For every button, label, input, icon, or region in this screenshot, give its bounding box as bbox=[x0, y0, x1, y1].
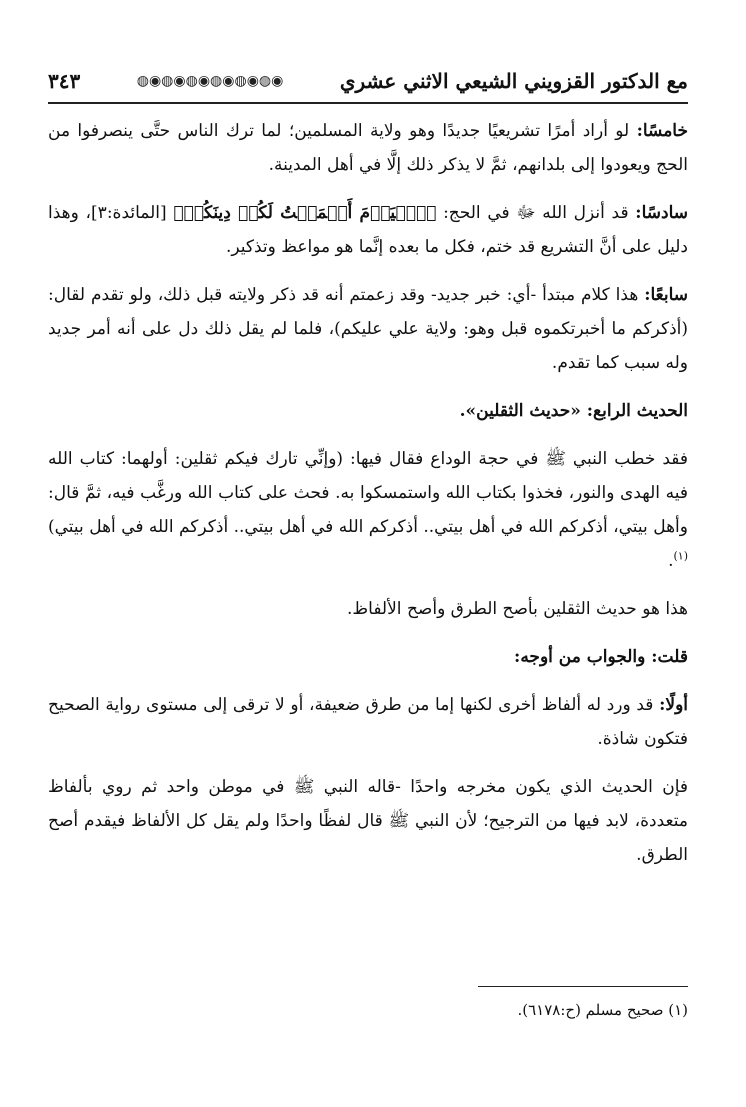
paragraph-seventh bbox=[48, 278, 688, 380]
point-label: سادسًا: bbox=[635, 203, 688, 223]
page-body bbox=[48, 114, 688, 886]
paragraph-text: هذا كلام مبتدأ -أي: خبر جديد- وقد زعمتم أنه قد ذكر ولايته قبل ذلك، ولو تقدم لقال: (أذكركم ما أخبرتكموه قبل وهو: ولاية علي عليكم)، فلما لم يقل ذلك دل على أنه أمر جديد وله سبب كما تقدم. bbox=[48, 285, 688, 373]
ornament-chain: ◉◍◉◍◉◍◉◍◉◍◉◍ bbox=[136, 75, 284, 87]
point-label: خامسًا: bbox=[636, 121, 688, 141]
paragraph-statement: هذا هو حديث الثقلين بأصح الطرق وأصح الألفاظ. bbox=[347, 599, 688, 619]
footnote-reference[interactable]: (١) bbox=[673, 549, 688, 563]
paragraph-text: لو أراد أمرًا تشريعيًا جديدًا وهو ولاية المسلمين؛ لما ترك الناس حتَّى ينصرفوا من الحج ويعودوا إلى بلدانهم، ثمَّ لا يذكر ذلك إلَّا في أهل المدينة. bbox=[48, 121, 688, 175]
paragraph-text: ، وهذا دليل على أنَّ التشريع قد ختم، فكل ما بعده إنَّما هو مواعظ وتذكير. bbox=[48, 203, 688, 257]
hadith-text: فقد خطب النبي ﷺ في حجة الوداع فقال فيها: (وإنِّي تارك فيكم ثقلين: أولهما: كتاب الله فيه الهدى والنور، فخذوا بكتاب الله واستمسكوا به. فحث على كتاب الله ورغَّب فيه، ثمَّ قال: وأهل بيتي، أذكركم الله في أهل بيتي.. أذكركم الله في أهل بيتي.. أذكركم الله في أهل بيتي) bbox=[48, 449, 688, 537]
paragraph-fifth bbox=[48, 114, 688, 182]
paragraph-hadith bbox=[48, 442, 688, 578]
page-number: ٣٤٣ bbox=[48, 69, 81, 93]
paragraph-first-point bbox=[48, 688, 688, 756]
section-heading: الحديث الرابع: «حديث الثقلين». bbox=[459, 401, 688, 421]
point-label: سابعًا: bbox=[644, 285, 688, 305]
header-title: مع الدكتور القزويني الشيعي الاثني عشري bbox=[339, 69, 688, 93]
running-header bbox=[48, 64, 688, 104]
footnote: (١) صحيح مسلم (ح:٦١٧٨). bbox=[517, 1001, 688, 1019]
paragraph-text: قد ورد له ألفاظ أخرى لكنها إما من طرق ضعيفة، أو لا ترقى إلى مستوى رواية الصحيح فتكون شاذة. bbox=[48, 695, 688, 749]
answer-heading: قلت: والجواب من أوجه: bbox=[514, 647, 688, 667]
paragraph-text: قد أنزل الله ﷻ في الحج: bbox=[436, 203, 636, 223]
paragraph-conclusion: فإن الحديث الذي يكون مخرجه واحدًا -قاله النبي ﷺ في موطن واحد ثم روي بألفاظ متعددة، لابد فيها من الترجيح؛ لأن النبي ﷺ قال لفظًا واحدًا ولم يقل كل الألفاظ فيقدم أصح الطرق. bbox=[48, 777, 688, 865]
point-label: أولًا: bbox=[659, 695, 688, 715]
sentence-end: . bbox=[668, 551, 674, 571]
verse-citation: [المائدة:٣] bbox=[91, 203, 174, 223]
footnote-divider bbox=[478, 986, 688, 987]
header-ornament bbox=[90, 75, 330, 87]
quran-verse: ﴿ٱلۡيَوۡمَ أَكۡمَلۡتُ لَكُمۡ دِينَكُمۡ﴾ bbox=[173, 203, 437, 223]
paragraph-sixth bbox=[48, 196, 688, 264]
